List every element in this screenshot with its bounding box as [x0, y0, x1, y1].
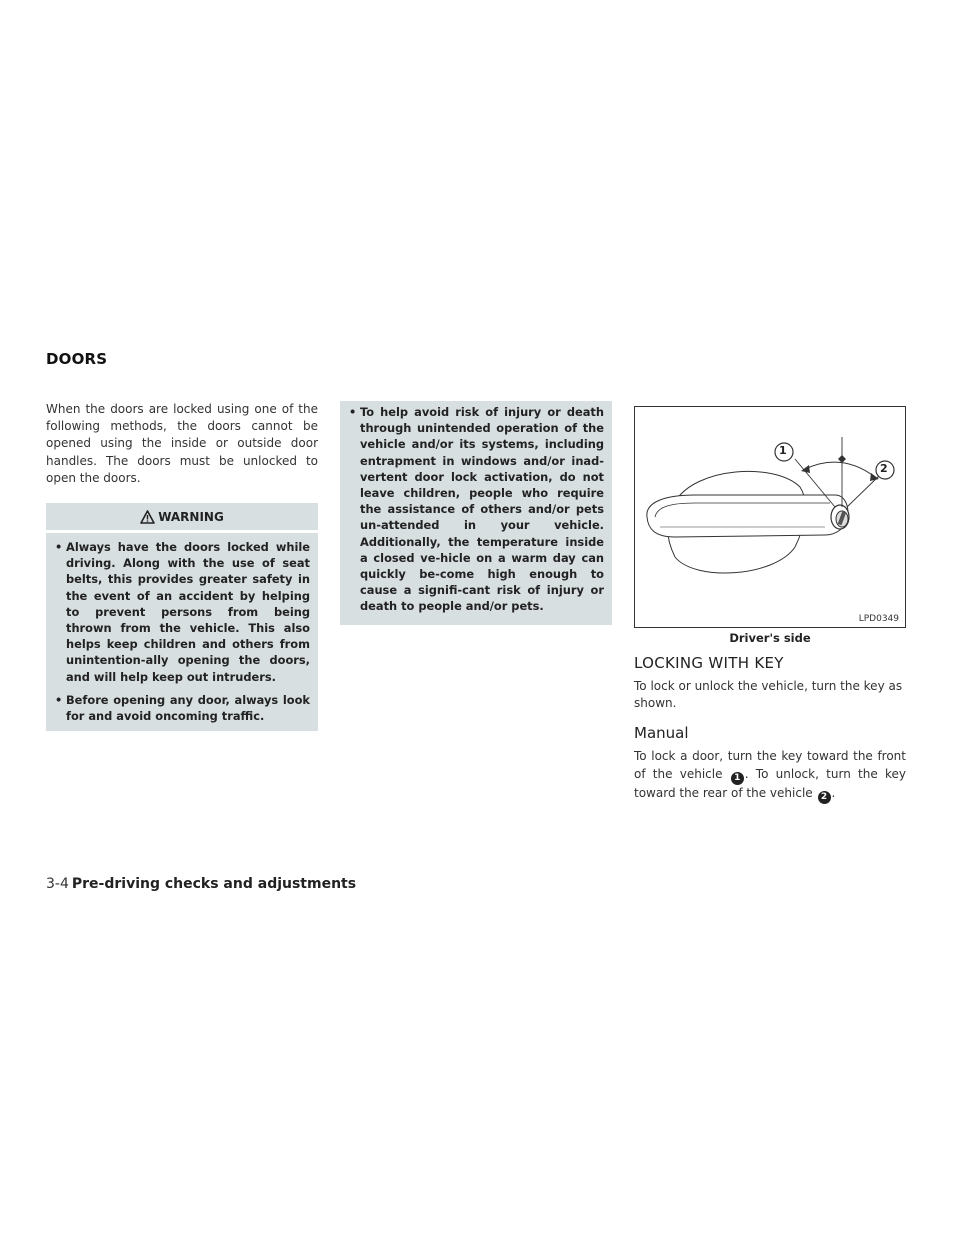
warning-item: • Before opening any door, always look for and avoid oncoming traffic.: [54, 692, 310, 724]
warning-icon: [140, 510, 155, 524]
manual-heading: Manual: [634, 724, 689, 743]
figure-code: LPD0349: [858, 614, 899, 624]
manual-text: . To unlock, turn the key toward the rear of the vehicle: [634, 766, 906, 800]
warning-box: [46, 503, 318, 731]
warning-label: WARNING: [158, 510, 224, 525]
column-1: [46, 401, 318, 731]
column-3: [634, 402, 906, 804]
manual-text: .: [831, 785, 836, 800]
warning-item: • To help avoid risk of injury or death through unintended operation of the vehicle and/or its systems, including entrapment in windows and/or inad-vertent door lock activation, do not leave children, people who require the assistance of others and/or pets un-attended in your vehicle. Additionally, the temperature inside a closed ve-hicle on a warm day can quickly be-come high enough to cause a signifi-cant risk of injury or death to people and/or pets.: [348, 404, 604, 615]
warning-item: • Always have the doors locked while driving. Along with the use of seat belts, this provides greater safety in the event of an accident by helping to prevent persons from being thrown from the vehicle. This also helps keep children and others from unintention-ally opening the doors, and will help keep out intruders.: [54, 539, 310, 685]
callout-2: 2: [880, 462, 888, 475]
column-2: [340, 401, 612, 625]
figure-caption: Driver's side: [729, 631, 811, 645]
callout-badge-1: 1: [731, 772, 744, 785]
warning-header: [54, 503, 310, 530]
locking-heading: LOCKING WITH KEY: [634, 654, 784, 672]
warning-list: [348, 404, 604, 615]
locking-paragraph: To lock or unlock the vehicle, turn the key as shown.: [634, 679, 903, 711]
page-number: 3-4: [46, 876, 69, 892]
warning-box-continued: [340, 401, 612, 625]
callout-badge-2: 2: [818, 791, 831, 804]
door-handle-illustration: [635, 407, 905, 627]
door-handle-figure: [634, 406, 906, 628]
chapter-title: Pre-driving checks and adjustments: [71, 876, 357, 892]
page-footer: [46, 876, 356, 892]
warning-list: [54, 539, 310, 724]
intro-paragraph: When the doors are locked using one of the following methods, the doors cannot be opened using the inside or outside door handles. The doors must be unlocked to open the doors.: [46, 402, 318, 485]
callout-1: 1: [779, 444, 787, 457]
section-title: DOORS: [46, 350, 108, 368]
manual-text: To lock a door, turn the key toward the front of the vehicle: [634, 749, 906, 781]
manual-paragraph: [634, 748, 906, 803]
